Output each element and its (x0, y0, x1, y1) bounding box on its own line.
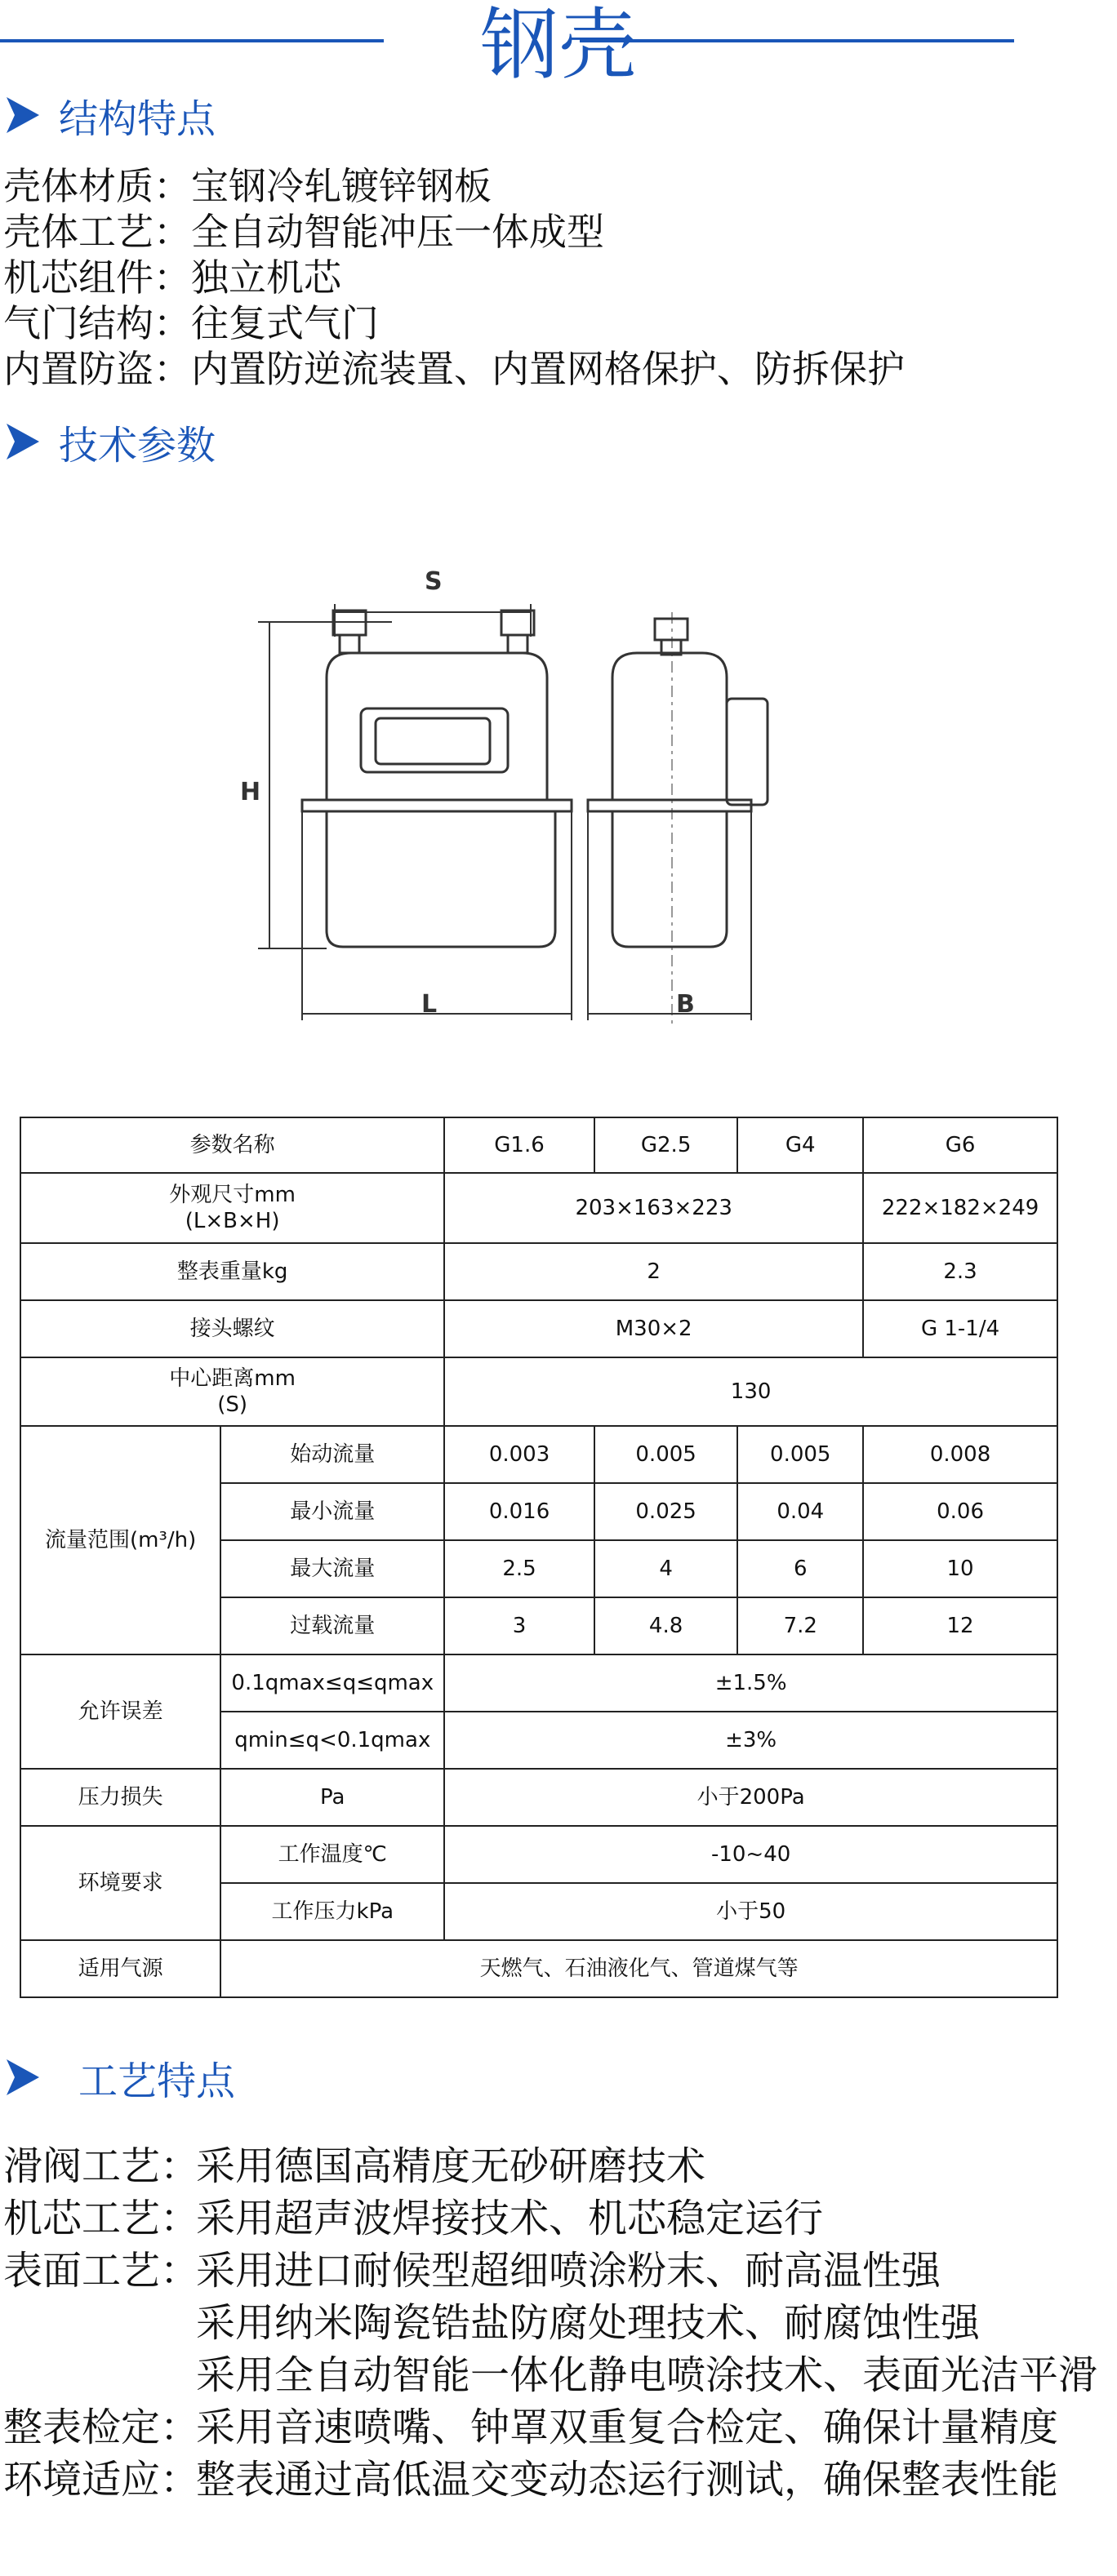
cell: 0.005 (737, 1426, 863, 1483)
header-col: G4 (737, 1117, 863, 1173)
process-line: 整表检定：采用音速喷嘴、钟罩双重复合检定、确保计量精度 (3, 2405, 1059, 2450)
row-group-label: 流量范围(m³/h) (20, 1426, 220, 1654)
cell: 小于50 (444, 1883, 1057, 1940)
section-structure-heading (7, 87, 216, 144)
header-col: G1.6 (444, 1117, 594, 1173)
sub-label: 工作压力kPa (220, 1883, 444, 1940)
sub-label: 工作温度℃ (220, 1826, 444, 1883)
row-label: 接头螺纹 (20, 1300, 444, 1357)
row-group-label: 压力损失 (20, 1769, 220, 1826)
dim-label-l: L (421, 990, 438, 1019)
feature-line: 机芯组件：独立机芯 (3, 255, 341, 300)
feature-line: 气门结构：往复式气门 (3, 301, 379, 345)
spec-table (20, 1117, 1058, 1998)
cell: 6 (737, 1540, 863, 1597)
dim-label-b: B (676, 990, 695, 1019)
cell: -10~40 (444, 1826, 1057, 1883)
cell: 12 (863, 1597, 1057, 1654)
cell: 0.025 (594, 1483, 738, 1540)
table-row (20, 1769, 1057, 1826)
section-label: 工艺特点 (78, 2058, 236, 2104)
gas-meter-drawing (229, 555, 817, 1045)
cell: 3 (444, 1597, 594, 1654)
process-line: 滑阀工艺：采用德国高精度无砂研磨技术 (3, 2143, 706, 2189)
table-row (20, 1357, 1057, 1426)
process-line: 机芯工艺：采用超声波焊接技术、机芯稳定运行 (3, 2196, 824, 2241)
table-row (20, 1300, 1057, 1357)
cell: 小于200Pa (444, 1769, 1057, 1826)
sub-label: 0.1qmax≤q≤qmax (220, 1654, 444, 1712)
table-row (20, 1426, 1057, 1483)
row-group-label: 环境要求 (20, 1826, 220, 1940)
process-line: 环境适应：整表通过高低温交变动态运行测试，确保整表性能 (3, 2457, 1059, 2503)
cell: 0.005 (594, 1426, 738, 1483)
process-line: 表面工艺：采用进口耐候型超细喷涂粉末、耐高温性强 (3, 2248, 941, 2294)
feature-line: 壳体材质：宝钢冷轧镀锌钢板 (3, 164, 492, 208)
cell: 4.8 (594, 1597, 738, 1654)
cell: 0.06 (863, 1483, 1057, 1540)
cell: 2.5 (444, 1540, 594, 1597)
cell: ±3% (444, 1712, 1057, 1769)
page-title: 钢壳 (480, 0, 637, 91)
cell: 天燃气、石油液化气、管道煤气等 (220, 1940, 1057, 1997)
header-name: 参数名称 (20, 1117, 444, 1173)
cell: 7.2 (737, 1597, 863, 1654)
cell: M30×2 (444, 1300, 863, 1357)
cell: 2.3 (863, 1243, 1057, 1300)
sub-label: Pa (220, 1769, 444, 1826)
section-label: 技术参数 (59, 422, 216, 469)
feature-line: 壳体工艺：全自动智能冲压一体成型 (3, 210, 604, 254)
section-label: 结构特点 (59, 95, 216, 142)
row-label: 外观尺寸mm (L×B×H) (20, 1173, 444, 1243)
header-col: G6 (863, 1117, 1057, 1173)
row-label: 中心距离mm (S) (20, 1357, 444, 1426)
table-row (20, 1243, 1057, 1300)
cell: 10 (863, 1540, 1057, 1597)
cell: ±1.5% (444, 1654, 1057, 1712)
table-row (20, 1826, 1057, 1883)
sub-label: 最大流量 (220, 1540, 444, 1597)
process-line: 采用纳米陶瓷锆盐防腐处理技术、耐腐蚀性强 (196, 2300, 981, 2346)
dim-label-h: H (240, 778, 261, 806)
row-group-label: 适用气源 (20, 1940, 220, 1997)
front-view (258, 604, 572, 1020)
cell: 0.003 (444, 1426, 594, 1483)
cell: 203×163×223 (444, 1173, 863, 1243)
section-tech-heading (7, 413, 216, 470)
cell: 0.04 (737, 1483, 863, 1540)
header-col: G2.5 (594, 1117, 738, 1173)
arrow-icon (7, 97, 39, 133)
cell: 4 (594, 1540, 738, 1597)
sub-label: 过载流量 (220, 1597, 444, 1654)
arrow-icon (7, 424, 39, 460)
table-row (20, 1117, 1057, 1173)
cell: 222×182×249 (863, 1173, 1057, 1243)
cell: G 1-1/4 (863, 1300, 1057, 1357)
side-view (588, 612, 768, 1028)
sub-label: 始动流量 (220, 1426, 444, 1483)
cell: 2 (444, 1243, 863, 1300)
sub-label: 最小流量 (220, 1483, 444, 1540)
cell: 0.008 (863, 1426, 1057, 1483)
table-row (20, 1173, 1057, 1243)
cell: 0.016 (444, 1483, 594, 1540)
arrow-icon (7, 2059, 39, 2095)
row-label: 整表重量kg (20, 1243, 444, 1300)
feature-line: 内置防盗：内置防逆流装置、内置网格保护、防拆保护 (3, 347, 905, 391)
process-line: 采用全自动智能一体化静电喷涂技术、表面光洁平滑 (196, 2352, 1098, 2398)
section-process-heading (7, 2049, 235, 2106)
cell: 130 (444, 1357, 1057, 1426)
table-row (20, 1654, 1057, 1712)
row-group-label: 允许误差 (20, 1654, 220, 1769)
dim-label-s: S (425, 567, 443, 596)
sub-label: qmin≤q<0.1qmax (220, 1712, 444, 1769)
table-row (20, 1940, 1057, 1997)
